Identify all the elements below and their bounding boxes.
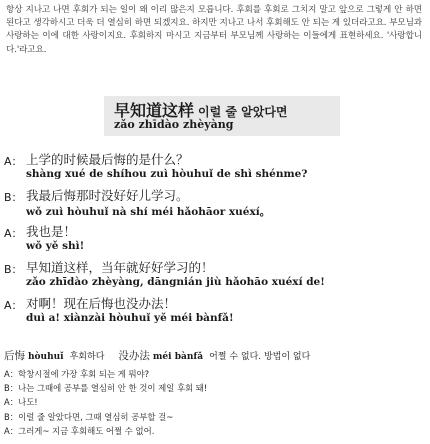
vocab-word: 没办法: [118, 350, 150, 362]
dialogue-pinyin: wǒ zuì hòuhuǐ nà shí méi hǎohāor xuéxí。: [26, 206, 271, 218]
dialogue-pinyin: wǒ yě shì!: [26, 240, 85, 252]
vocab-meaning: 어쩔 수 없다. 방법이 없다: [209, 352, 311, 362]
dialogue-chinese: 早知道这样，当年就好好学习的！: [26, 260, 214, 275]
speaker-label: A：: [4, 227, 23, 240]
korean-translation: [4, 367, 424, 438]
speaker-label: B：: [4, 191, 23, 204]
dialogue-line: [4, 150, 424, 186]
dialogue-pinyin: duì a! xiànzài hòuhuǐ yě méi bànfǎ!: [26, 312, 234, 324]
speaker-label: A：: [4, 299, 23, 312]
dialogue-chinese: 我最后悔那时没好好儿学习。: [26, 188, 189, 203]
vocab-pinyin: méi bànfǎ: [152, 352, 204, 362]
intro-paragraph: 항상 지나고 나면 후회가 되는 일이 왜 이리 많은지 모릅니다. 후회를 후회로 그치지 말고 앞으로 그렇게 안 하면 된다고 생각하시고 더욱 더 열심히 하면 되겠지요. 하지만 지나고 나서 후회해도 안 되는 게 있더라고요. 부모님과 사랑하는 이에 대한 사랑이지요. 후회하지 마시고 지금부터 부모님께 사랑하는 이들에게 표현하세요. '사랑합니다.'라고요.: [6, 5, 422, 55]
dialogue-chinese: 我也是！: [26, 224, 77, 239]
dialogue-chinese: 上学的时候最后悔的是什么？: [26, 152, 189, 167]
speaker-label: A：: [4, 155, 23, 168]
dialogue-pinyin: shàng xué de shíhou zuì hòuhuǐ de shì shénme?: [26, 168, 308, 180]
speaker-label: B：: [4, 263, 23, 276]
dialogue-chinese: 对啊！现在后悔也没办法！: [26, 296, 177, 311]
dialogue-pinyin: zǎo zhīdào zhèyàng, dāngnián jiù hǎohāo xuéxí de!: [26, 276, 325, 288]
dialogue-line: [4, 222, 424, 258]
vocab-meaning: 후회하다: [69, 352, 105, 362]
vocab-word: 后悔: [4, 350, 25, 362]
translation-line: B：이럴 줄 알았다면, 그때 열심히 공부할 걸~: [4, 411, 174, 422]
title-korean: 이럴 줄 알았다면: [198, 105, 288, 119]
lesson-title-box: [104, 96, 340, 136]
translation-line: A：학창시절에 가장 후회 되는 게 뭐야?: [4, 369, 150, 379]
vocab-pinyin: hòuhuǐ: [28, 352, 64, 362]
dialogue-line: [4, 294, 424, 330]
dialogue-line: [4, 186, 424, 222]
translation-line: A：나도!: [4, 397, 38, 408]
translation-line: A：그러게~ 지금 후회해도 어쩔 수 없어.: [4, 425, 155, 436]
translation-line: B：나는 그때에 공부를 열심히 안 한 것이 제일 후회 돼!: [4, 383, 208, 394]
dialogue-line: [4, 258, 424, 294]
title-chinese: 早知道这样: [114, 101, 195, 120]
title-pinyin: zǎo zhīdào zhèyàng: [114, 118, 234, 131]
dialogue: [4, 150, 424, 330]
vocabulary-line: [4, 348, 424, 363]
